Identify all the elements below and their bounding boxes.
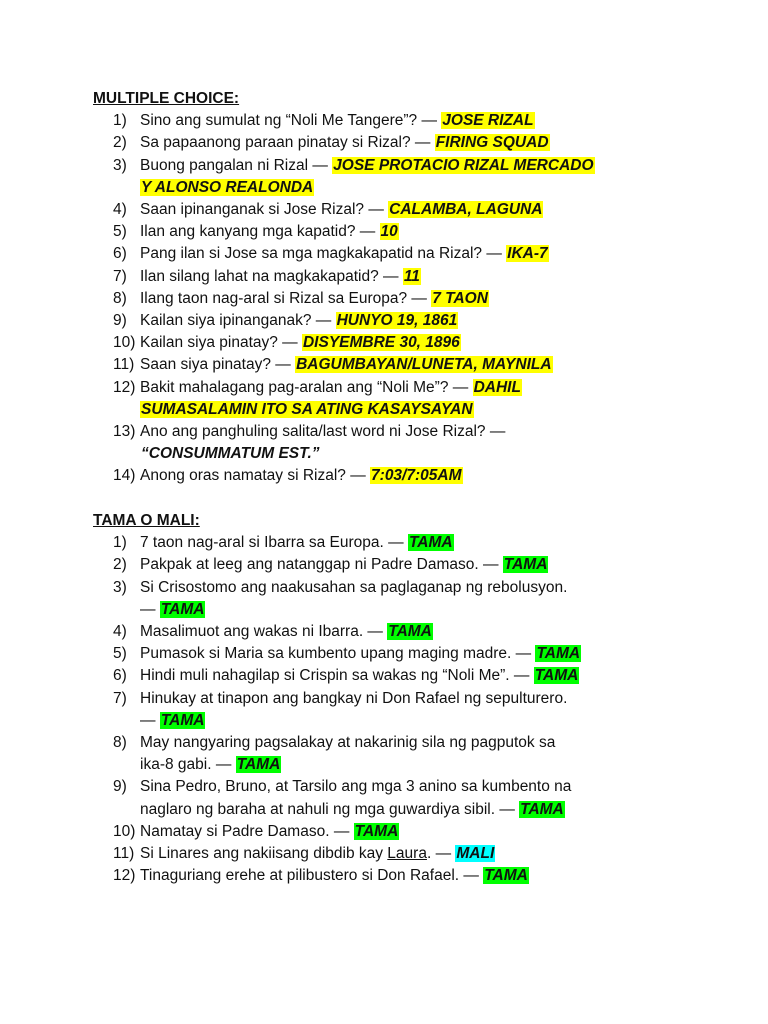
- answer-text: HUNYO 19, 1861: [336, 312, 458, 330]
- question-text: Namatay si Padre Damaso. —: [140, 822, 354, 840]
- multiple-choice-item: [93, 199, 693, 221]
- item-number: 12): [113, 867, 136, 885]
- question-text: 7 taon nag-aral si Ibarra sa Europa. —: [140, 534, 408, 552]
- question-text: Sina Pedro, Bruno, at Tarsilo ang mga 3 anino sa kumbento na: [140, 778, 572, 796]
- question-text: Hinukay at tinapon ang bangkay ni Don Rafael ng sepulturero.: [140, 689, 568, 707]
- answer-text: CALAMBA, LAGUNA: [389, 201, 543, 218]
- item-number: 4): [113, 623, 127, 640]
- answer-text: “CONSUMMATUM EST.”: [141, 445, 320, 463]
- item-number: 2): [113, 556, 127, 574]
- question-text: Saan siya pinatay? —: [140, 356, 296, 374]
- question-text: May nangyaring pagsalakay at nakarinig sila ng pagputok sa: [140, 734, 556, 752]
- answer-text: TAMA: [354, 822, 399, 840]
- tama-o-mali-section: [93, 510, 693, 887]
- multiple-choice-item: [93, 266, 693, 288]
- item-number: 6): [113, 245, 127, 263]
- multiple-choice-item: [93, 377, 693, 421]
- answer-text: TAMA: [536, 645, 581, 663]
- item-number: 12): [113, 378, 136, 396]
- answer-text: MALI: [456, 845, 495, 863]
- question-text: Kailan siya pinatay? —: [140, 334, 302, 352]
- item-number: 8): [113, 289, 127, 307]
- question-text: Sino ang sumulat ng “Noli Me Tangere”? —: [140, 112, 442, 130]
- item-number: 1): [113, 534, 127, 552]
- answer-text: 11: [403, 267, 420, 285]
- item-number: 6): [113, 667, 127, 685]
- answer-text: 7 TAON: [432, 289, 488, 307]
- multiple-choice-item: [93, 221, 693, 243]
- question-text: Si Crisostomo ang naakusahan sa paglaganap ng rebolusyon.: [140, 578, 568, 596]
- answer-text: TAMA: [520, 800, 564, 818]
- item-number: 7): [113, 689, 127, 707]
- answer-text: FIRING SQUAD: [435, 134, 549, 152]
- tama-o-mali-item: [93, 554, 693, 576]
- tama-o-mali-item: [93, 688, 693, 732]
- question-text: Ano ang panghuling salita/last word ni Jose Rizal? —: [140, 423, 506, 441]
- item-number: 11): [113, 845, 135, 863]
- question-text: Pakpak at leeg ang natanggap ni Padre Damaso. —: [140, 556, 503, 574]
- answer-text: JOSE PROTACIO RIZAL MERCADO: [333, 156, 594, 174]
- answer-text: TAMA: [236, 756, 281, 774]
- tama-o-mali-item: [93, 821, 693, 843]
- answer-text: DISYEMBRE 30, 1896: [302, 334, 460, 352]
- tama-o-mali-item: [93, 865, 693, 887]
- question-text: Tinaguriang erehe at pilibustero si Don Rafael. —: [140, 867, 484, 885]
- answer-text: TAMA: [160, 600, 205, 618]
- item-number: 10): [113, 822, 136, 840]
- answer-text: IKA-7: [507, 245, 548, 263]
- question-text: Bakit mahalagang pag-aralan ang “Noli Me”? —: [140, 378, 473, 396]
- question-text: Anong oras namatay si Rizal? —: [140, 467, 371, 485]
- multiple-choice-item: [93, 110, 693, 132]
- answer-text: TAMA: [484, 867, 528, 885]
- multiple-choice-item: [93, 465, 693, 487]
- tama-o-mali-heading: TAMA O MALI:: [93, 512, 200, 529]
- question-text: Ilang taon nag-aral si Rizal sa Europa? —: [140, 289, 432, 307]
- question-text: Buong pangalan ni Rizal —: [140, 156, 333, 174]
- tama-o-mali-item: [93, 621, 693, 643]
- question-text: Si Linares ang nakiisang dibdib kay: [140, 845, 388, 863]
- answer-text: TAMA: [388, 623, 432, 640]
- question-text: ika-8 gabi. —: [140, 756, 236, 774]
- item-number: 3): [113, 578, 127, 596]
- tama-o-mali-item: [93, 843, 693, 865]
- multiple-choice-item: [93, 288, 693, 310]
- item-number: 2): [113, 134, 127, 152]
- item-number: 7): [113, 267, 127, 285]
- item-number: 3): [113, 156, 127, 174]
- multiple-choice-item: [93, 310, 693, 332]
- multiple-choice-item: [93, 354, 693, 376]
- answer-text: TAMA: [503, 556, 548, 574]
- multiple-choice-item: [93, 243, 693, 265]
- question-text: —: [140, 600, 160, 618]
- question-text: Ilan silang lahat na magkakapatid? —: [140, 267, 403, 285]
- answer-text: DAHIL: [473, 378, 521, 396]
- item-number: 13): [113, 423, 136, 441]
- question-text: Hindi muli nahagilap si Crispin sa wakas ng “Noli Me”. —: [140, 667, 534, 685]
- tama-o-mali-item: [93, 532, 693, 554]
- item-number: 8): [113, 734, 127, 752]
- answer-text: TAMA: [534, 667, 579, 685]
- question-text: Masalimuot ang wakas ni Ibarra. —: [140, 623, 388, 640]
- question-text: Ilan ang kanyang mga kapatid? —: [140, 223, 380, 241]
- tama-o-mali-item: [93, 776, 693, 820]
- tama-o-mali-item: [93, 732, 693, 776]
- answer-text: JOSE RIZAL: [442, 112, 534, 130]
- item-number: 11): [113, 356, 135, 374]
- tama-o-mali-list: [93, 532, 693, 887]
- answer-text: TAMA: [408, 534, 453, 552]
- answer-text: BAGUMBAYAN/LUNETA, MAYNILA: [296, 356, 552, 374]
- item-number: 10): [113, 334, 136, 352]
- tama-o-mali-item: [93, 665, 693, 687]
- question-text: Sa papaanong paraan pinatay si Rizal? —: [140, 134, 435, 152]
- item-number: 5): [113, 223, 127, 241]
- tama-o-mali-item: [93, 643, 693, 665]
- answer-text: 7:03/7:05AM: [371, 467, 462, 485]
- question-text: Kailan siya ipinanganak? —: [140, 312, 336, 330]
- multiple-choice-section: [93, 88, 693, 488]
- answer-text: Y ALONSO REALONDA: [141, 178, 314, 196]
- underlined-name: Laura: [387, 845, 427, 863]
- question-text: Pumasok si Maria sa kumbento upang maging madre. —: [140, 645, 536, 663]
- multiple-choice-item: [93, 421, 693, 465]
- multiple-choice-item: [93, 132, 693, 154]
- question-text: . —: [426, 845, 456, 863]
- multiple-choice-item: [93, 155, 693, 199]
- multiple-choice-item: [93, 332, 693, 354]
- question-text: Saan ipinanganak si Jose Rizal? —: [140, 201, 389, 218]
- answer-text: TAMA: [160, 711, 205, 729]
- item-number: 14): [113, 467, 136, 485]
- question-text: naglaro ng baraha at nahuli ng mga guwardiya sibil. —: [140, 800, 520, 818]
- item-number: 4): [113, 201, 127, 218]
- answer-text: SUMASALAMIN ITO SA ATING KASAYSAYAN: [141, 400, 473, 418]
- item-number: 9): [113, 312, 127, 330]
- item-number: 1): [113, 112, 127, 130]
- tama-o-mali-item: [93, 577, 693, 621]
- question-text: —: [140, 711, 160, 729]
- item-number: 5): [113, 645, 127, 663]
- question-text: Pang ilan si Jose sa mga magkakapatid na Rizal? —: [140, 245, 507, 263]
- multiple-choice-heading: MULTIPLE CHOICE:: [93, 90, 240, 107]
- multiple-choice-list: [93, 110, 693, 487]
- answer-text: 10: [380, 223, 398, 241]
- item-number: 9): [113, 778, 127, 796]
